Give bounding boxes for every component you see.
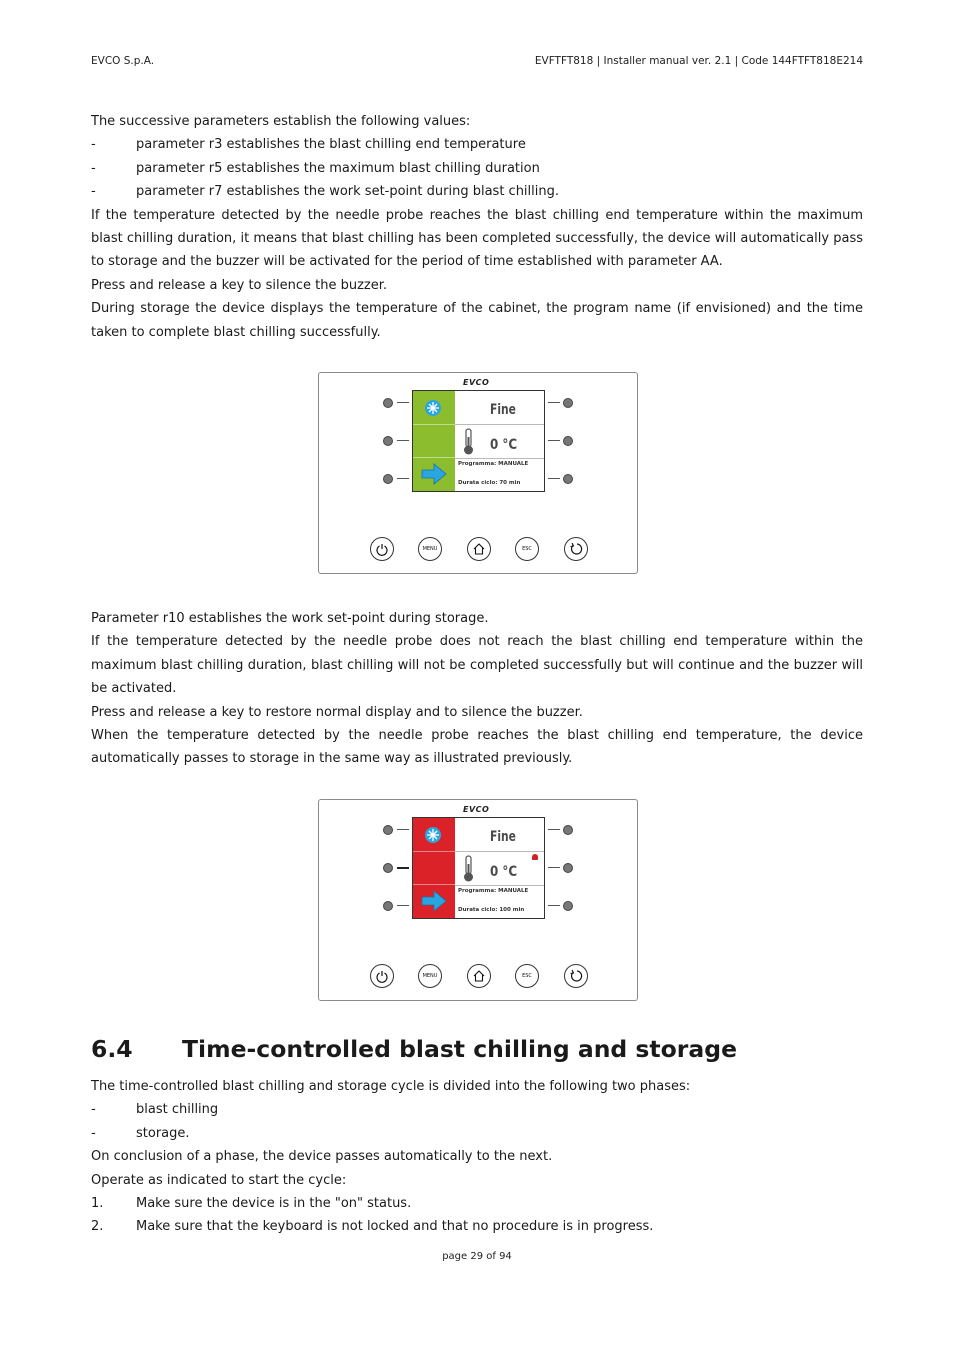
display-screen bbox=[412, 817, 545, 919]
section-number: 6.4 bbox=[91, 1035, 133, 1063]
menu-button[interactable]: MENU bbox=[418, 537, 442, 561]
side-button bbox=[563, 436, 573, 446]
temperature-value: 0 °C bbox=[490, 864, 518, 880]
status-sidebar bbox=[413, 818, 455, 918]
section-title: Time-controlled blast chilling and storage bbox=[182, 1035, 738, 1063]
power-button[interactable] bbox=[370, 964, 394, 988]
list-item: 1. Make sure the device is in the "on" status. bbox=[91, 1196, 412, 1212]
side-button bbox=[383, 901, 393, 911]
snowflake-icon bbox=[413, 391, 455, 424]
home-button[interactable] bbox=[467, 537, 491, 561]
side-button bbox=[563, 398, 573, 408]
paragraph: Parameter r10 establishes the work set-point during storage. bbox=[91, 611, 489, 626]
reset-button[interactable] bbox=[564, 537, 588, 561]
list-item: - parameter r7 establishes the work set-point during blast chilling. bbox=[91, 184, 560, 200]
paragraph: If the temperature detected by the needle probe does not reach the blast chilling end temperature within the maximum blast chilling duration, blast chilling will not be completed successfully but will continue and the buzzer will be activated. bbox=[91, 634, 863, 697]
menu-button[interactable]: MENU bbox=[418, 964, 442, 988]
status-text: Fine bbox=[490, 829, 516, 845]
text-block-2 bbox=[91, 607, 863, 771]
paragraph: Press and release a key to restore normal display and to silence the buzzer. bbox=[91, 704, 583, 720]
side-button bbox=[383, 398, 393, 408]
list-item: - blast chilling bbox=[91, 1102, 219, 1118]
power-icon bbox=[375, 542, 389, 556]
reset-button[interactable] bbox=[564, 964, 588, 988]
display-screen bbox=[412, 390, 545, 492]
evco-logo: EVCO bbox=[463, 378, 490, 387]
side-button bbox=[383, 474, 393, 484]
program-name: Programma: MANUALE bbox=[458, 461, 529, 467]
evco-logo: EVCO bbox=[463, 805, 490, 814]
status-sidebar bbox=[413, 391, 455, 491]
snowflake-icon bbox=[413, 818, 455, 851]
side-button bbox=[563, 901, 573, 911]
page-number: page 29 of 94 bbox=[442, 1251, 512, 1262]
side-button bbox=[563, 474, 573, 484]
refresh-icon bbox=[569, 969, 583, 983]
side-button bbox=[383, 863, 393, 873]
text-block-3 bbox=[91, 1075, 863, 1239]
home-icon bbox=[472, 969, 486, 983]
side-button bbox=[383, 436, 393, 446]
paragraph: During storage the device displays the temperature of the cabinet, the program name (if envisioned) and the time taken to complete blast chilling successfully. bbox=[91, 301, 863, 340]
device-illustration-success bbox=[318, 372, 638, 574]
arrow-right-icon bbox=[413, 458, 455, 491]
home-button[interactable] bbox=[467, 964, 491, 988]
list-item: - parameter r3 establishes the blast chilling end temperature bbox=[91, 137, 526, 153]
paragraph: Press and release a key to silence the buzzer. bbox=[91, 277, 388, 293]
power-icon bbox=[375, 969, 389, 983]
esc-button[interactable]: ESC bbox=[515, 964, 539, 988]
side-button bbox=[383, 825, 393, 835]
thermometer-icon bbox=[459, 425, 479, 458]
side-button bbox=[563, 825, 573, 835]
section-heading bbox=[91, 1035, 737, 1063]
status-text: Fine bbox=[490, 402, 516, 418]
arrow-right-icon bbox=[413, 885, 455, 918]
refresh-icon bbox=[569, 542, 583, 556]
list-item: - parameter r5 establishes the maximum blast chilling duration bbox=[91, 160, 540, 176]
esc-button[interactable]: ESC bbox=[515, 537, 539, 561]
paragraph: On conclusion of a phase, the device passes automatically to the next. bbox=[91, 1149, 553, 1165]
alarm-bell-icon bbox=[532, 854, 538, 860]
paragraph: If the temperature detected by the needle probe reaches the blast chilling end temperature within the maximum blast chilling duration, it means that blast chilling has been completed successfully, the device will automatically pass to storage and the buzzer will be activated for the period of time established with parameter AA. bbox=[91, 207, 863, 270]
temperature-value: 0 °C bbox=[490, 437, 518, 453]
paragraph: Operate as indicated to start the cycle: bbox=[91, 1172, 347, 1188]
header-doc-info: EVFTFT818 | Installer manual ver. 2.1 | Code 144FTFT818E214 bbox=[534, 55, 863, 67]
thermometer-icon bbox=[459, 852, 479, 885]
header-company: EVCO S.p.A. bbox=[91, 55, 155, 67]
text-block-1 bbox=[91, 110, 863, 344]
side-button bbox=[563, 863, 573, 873]
home-icon bbox=[472, 542, 486, 556]
device-illustration-failure bbox=[318, 799, 638, 1001]
power-button[interactable] bbox=[370, 537, 394, 561]
program-name: Programma: MANUALE bbox=[458, 888, 529, 894]
cycle-duration: Durata ciclo: 70 min bbox=[458, 480, 521, 486]
list-item: 2. Make sure that the keyboard is not locked and that no procedure is in progress. bbox=[91, 1219, 654, 1235]
intro-paragraph: The successive parameters establish the following values: bbox=[91, 114, 471, 129]
cycle-duration: Durata ciclo: 100 min bbox=[458, 907, 525, 913]
paragraph: The time-controlled blast chilling and storage cycle is divided into the following two phases: bbox=[91, 1079, 691, 1094]
list-item: - storage. bbox=[91, 1125, 190, 1141]
paragraph: When the temperature detected by the needle probe reaches the blast chilling end temperature, the device automatically passes to storage in the same way as illustrated previously. bbox=[91, 728, 863, 767]
